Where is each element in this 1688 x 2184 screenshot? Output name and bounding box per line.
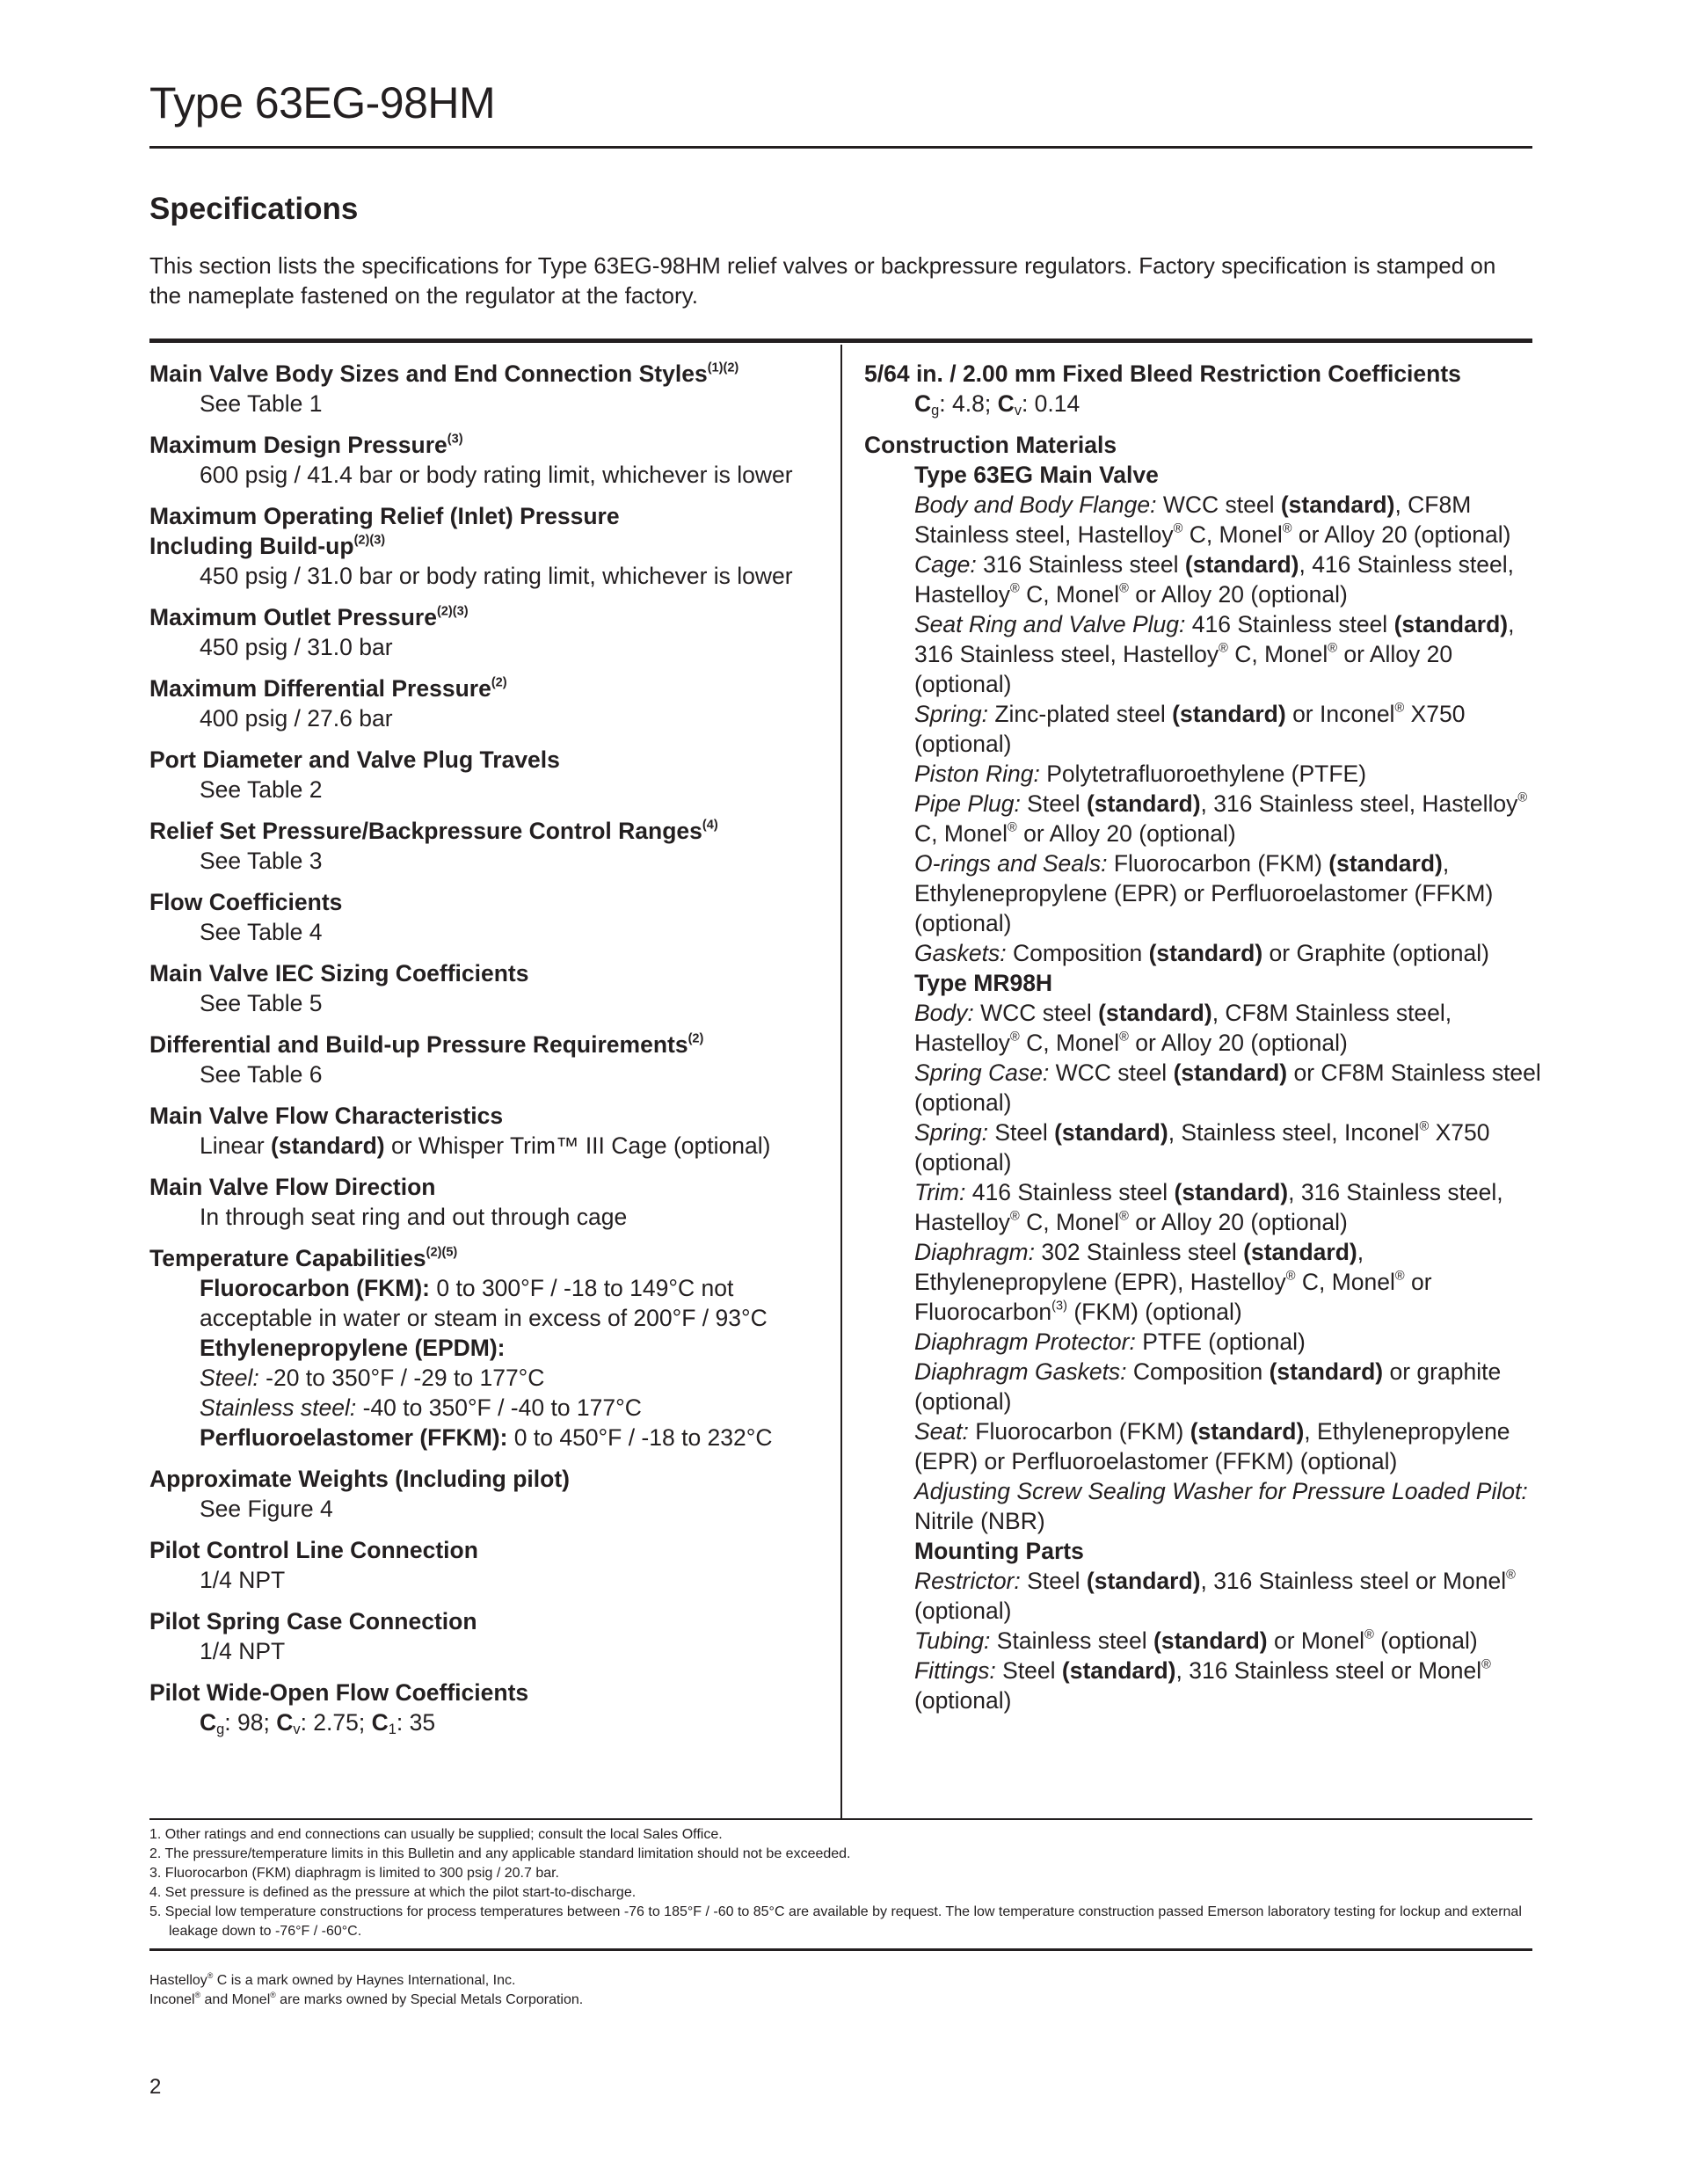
material-fittings: Fittings: Steel (standard), 316 Stainless steel or Monel® (optional) <box>914 1657 1491 1714</box>
spec-flow-coefficients: Flow Coefficients See Table 4 <box>149 889 343 945</box>
spec-pilot-control-line: Pilot Control Line Connection 1/4 NPT <box>149 1537 478 1593</box>
footnote: 2. The pressure/temperature limits in this Bulletin and any applicable standard limitation should not be exceeded. <box>149 1846 851 1861</box>
material-spring-case: Spring Case: WCC steel (standard) or CF8M Stainless steel (optional) <box>914 1059 1541 1116</box>
spec-relief-set-pressure: Relief Set Pressure/Backpressure Control Ranges$^{(4)}$ See Table 3 <box>149 818 718 874</box>
footnotes-rule <box>149 1818 1532 1820</box>
footnote: 5. Special low temperature constructions for process temperatures between -76 to 185°F / -60 to 85°C are available by request. The low temperature construction passed Emerson laboratory testing for lockup and external leakage down to -76°F / -60°C. <box>149 1904 1522 1939</box>
spec-iec-sizing: Main Valve IEC Sizing Coefficients See Table 5 <box>149 960 529 1016</box>
column-divider <box>840 345 842 1820</box>
material-diaphragm-protector: Diaphragm Protector: PTFE (optional) <box>914 1329 1306 1355</box>
spec-flow-characteristics: Main Valve Flow Characteristics Linear (standard) or Whisper Trim™ III Cage (optional) <box>149 1103 771 1159</box>
right-column <box>864 359 1541 1727</box>
spec-construction-materials: Construction Materials Type 63EG Main Valve Body and Body Flange: WCC steel (standard), CF8M Stainless steel, Hastelloy® C, Monel® or Alloy 20 (optional) Cage: 316 Stainless steel (standard), 416 Stainless steel, Hastelloy® C, Monel® or Alloy 20 (optional) Seat Ring and Valve Plug: 416 Stainless steel (standard), 316 Stainless steel, Hastelloy® C, Monel® or Alloy 20 (optional) Spring: Zinc-plated steel (standard) or Inconel® X750 (optional) Piston Ring: Polytetrafluoroethylene (PTFE) Pipe Plug: Steel (standard), 316 Stainless steel, Hastelloy® C, Monel® or Alloy 20 (optional) O-rings and Seals: Fluorocarbon (FKM) (standard), Ethylenepropylene (EPR) or Perfluoroelastomer (FFKM) (optional) Gaskets: Composition (standard) or Graphite (optional) Type MR98H Body: WCC steel (standard), CF8M Stainless steel, Hastelloy® C, Monel® or Alloy 20 (optional) Spring Case: WCC steel (standard) or CF8M Stainless steel (optional) Spring: Steel (standard), Stainless steel, Inconel® X750 (optional) Trim: 416 Stainless steel (standard), 316 Stainless steel, Hastelloy® C, Monel® or Alloy 20 (optional) Diaphragm: 302 Stainless steel (standard), Ethylenepropylene (EPR), Hastelloy® C, Monel® or Fluorocarbon$^{(3)}$ (FKM) (optional) Diaphragm Protector: PTFE (optional) Diaphragm Gaskets: Composition (standard) or graphite (optional) Seat: Fluorocarbon (FKM) (standard), Ethylenepropylene (EPR) or Perfluoroelastomer (FFKM) (optional) Adjusting Screw Sealing Washer for Pressure Loaded Pilot: Nitrile (NBR) Mounting Parts Restrictor: Steel (standard), 316 Stainless steel or Monel® (optional) Tubing: Stainless steel (standard) or Monel® (optional) Fittings: Steel (standard), 316 Stainless steel or Monel® (optional) <box>864 432 1541 1714</box>
spec-flow-direction: Main Valve Flow Direction In through seat ring and out through cage <box>149 1174 628 1230</box>
mounting-parts-heading: Mounting Parts <box>914 1538 1084 1564</box>
material-piston-ring: Piston Ring: Polytetrafluoroethylene (PTFE) <box>914 761 1367 787</box>
spec-approximate-weights: Approximate Weights (Including pilot) See Figure 4 <box>149 1466 570 1522</box>
type-mr98h-heading: Type MR98H <box>914 970 1053 996</box>
footnote: 1. Other ratings and end connections can usually be supplied; consult the local Sales Office. <box>149 1827 723 1842</box>
spec-body-sizes: Main Valve Body Sizes and End Connection Styles$^{(1)(2)}$ See Table 1 <box>149 360 739 417</box>
material-orings-seals: O-rings and Seals: Fluorocarbon (FKM) (standard), Ethylenepropylene (EPR) or Perfluoroelastomer (FFKM) (optional) <box>914 850 1494 936</box>
spec-max-differential-pressure: Maximum Differential Pressure$^{(2)}$ 400 psig / 27.6 bar <box>149 675 507 732</box>
section-rule <box>149 339 1532 343</box>
spec-temperature-capabilities: Temperature Capabilities$^{(2)(5)}$ Fluorocarbon (FKM): 0 to 300°F / -18 to 149°C not acceptable in water or steam in excess of 200°F / 93°C Ethylenepropylene (EPDM): Steel: -20 to 350°F / -29 to 177°C Stainless steel: -40 to 350°F / -40 to 177°C Perfluoroelastomer (FFKM): 0 to 450°F / -18 to 232°C <box>149 1245 773 1451</box>
material-trim: Trim: 416 Stainless steel (standard), 316 Stainless steel, Hastelloy® C, Monel® or Alloy 20 (optional) <box>914 1179 1503 1235</box>
spec-fixed-bleed: 5/64 in. / 2.00 mm Fixed Bleed Restriction Coefficients $C_g$: 4.8; $C_v$: 0.14 <box>864 360 1461 419</box>
title-rule <box>149 146 1532 149</box>
footnote: 3. Fluorocarbon (FKM) diaphragm is limited to 300 psig / 20.7 bar. <box>149 1866 559 1881</box>
section-heading: Specifications <box>149 192 359 226</box>
spec-pilot-spring-case: Pilot Spring Case Connection 1/4 NPT <box>149 1608 477 1664</box>
spec-port-diameter: Port Diameter and Valve Plug Travels See Table 2 <box>149 746 560 803</box>
spec-pilot-flow-coefficients: Pilot Wide-Open Flow Coefficients $C_g$: 98; $C_v$: 2.75; $C_1$: 35 <box>149 1679 529 1738</box>
footnotes-bottom-rule <box>149 1948 1532 1951</box>
material-body-flange: Body and Body Flange: WCC steel (standard), CF8M Stainless steel, Hastelloy® C, Monel® or Alloy 20 (optional) <box>914 491 1511 548</box>
page-number: 2 <box>149 2075 162 2099</box>
material-mr-spring: Spring: Steel (standard), Stainless steel, Inconel® X750 (optional) <box>914 1119 1490 1176</box>
left-column <box>149 359 835 1749</box>
spec-differential-buildup: Differential and Build-up Pressure Requirements$^{(2)}$ See Table 6 <box>149 1031 704 1088</box>
spec-max-outlet-pressure: Maximum Outlet Pressure$^{(2)(3)}$ 450 psig / 31.0 bar <box>149 604 469 660</box>
material-seat: Seat: Fluorocarbon (FKM) (standard), Ethylenepropylene (EPR) or Perfluoroelastomer (FFKM) (optional) <box>914 1418 1510 1474</box>
material-mr-body: Body: WCC steel (standard), CF8M Stainless steel, Hastelloy® C, Monel® or Alloy 20 (optional) <box>914 1000 1452 1056</box>
material-tubing: Tubing: Stainless steel (standard) or Monel® (optional) <box>914 1627 1478 1654</box>
trademark-notice: Hastelloy® C is a mark owned by Haynes International, Inc. Inconel® and Monel® are marks owned by Special Metals Corporation. <box>149 1970 584 2007</box>
material-cage: Cage: 316 Stainless steel (standard), 416 Stainless steel, Hastelloy® C, Monel® or Alloy 20 (optional) <box>914 551 1514 608</box>
material-spring: Spring: Zinc-plated steel (standard) or Inconel® X750 (optional) <box>914 701 1466 757</box>
material-seat-ring: Seat Ring and Valve Plug: 416 Stainless steel (standard), 316 Stainless steel, Hastelloy® C, Monel® or Alloy 20 (optional) <box>914 611 1515 697</box>
material-gaskets: Gaskets: Composition (standard) or Graphite (optional) <box>914 940 1489 966</box>
material-sealing-washer: Adjusting Screw Sealing Washer for Pressure Loaded Pilot: Nitrile (NBR) <box>914 1478 1528 1534</box>
material-diaphragm: Diaphragm: 302 Stainless steel (standard), Ethylenepropylene (EPR), Hastelloy® C, Monel® or Fluorocarbon$^{(3)}$ (FKM) (optional) <box>914 1239 1432 1325</box>
material-restrictor: Restrictor: Steel (standard), 316 Stainless steel or Monel® (optional) <box>914 1568 1516 1624</box>
spec-max-operating-relief: Maximum Operating Relief (Inlet) Pressure Including Build-$up^{(2)(3)}$ 450 psig / 31.0 bar or body rating limit, whichever is lower <box>149 503 793 589</box>
type-63eg-heading: Type 63EG Main Valve <box>914 462 1159 488</box>
material-diaphragm-gaskets: Diaphragm Gaskets: Composition (standard) or graphite (optional) <box>914 1358 1502 1415</box>
material-pipe-plug: Pipe Plug: Steel (standard), 316 Stainless steel, Hastelloy® C, Monel® or Alloy 20 (optional) <box>914 790 1528 847</box>
intro-paragraph: This section lists the specifications for Type 63EG-98HM relief valves or backpressure regulators. Factory specification is stamped on the nameplate fastened on the regulator at the factory. <box>149 252 1496 309</box>
footnotes <box>149 1825 1532 1941</box>
footnote: 4. Set pressure is defined as the pressure at which the pilot start-to-discharge. <box>149 1885 637 1900</box>
spec-max-design-pressure: Maximum Design Pressure$^{(3)}$ 600 psig / 41.4 bar or body rating limit, whichever is lower <box>149 432 793 488</box>
page-title: Type 63EG-98HM <box>149 78 496 127</box>
